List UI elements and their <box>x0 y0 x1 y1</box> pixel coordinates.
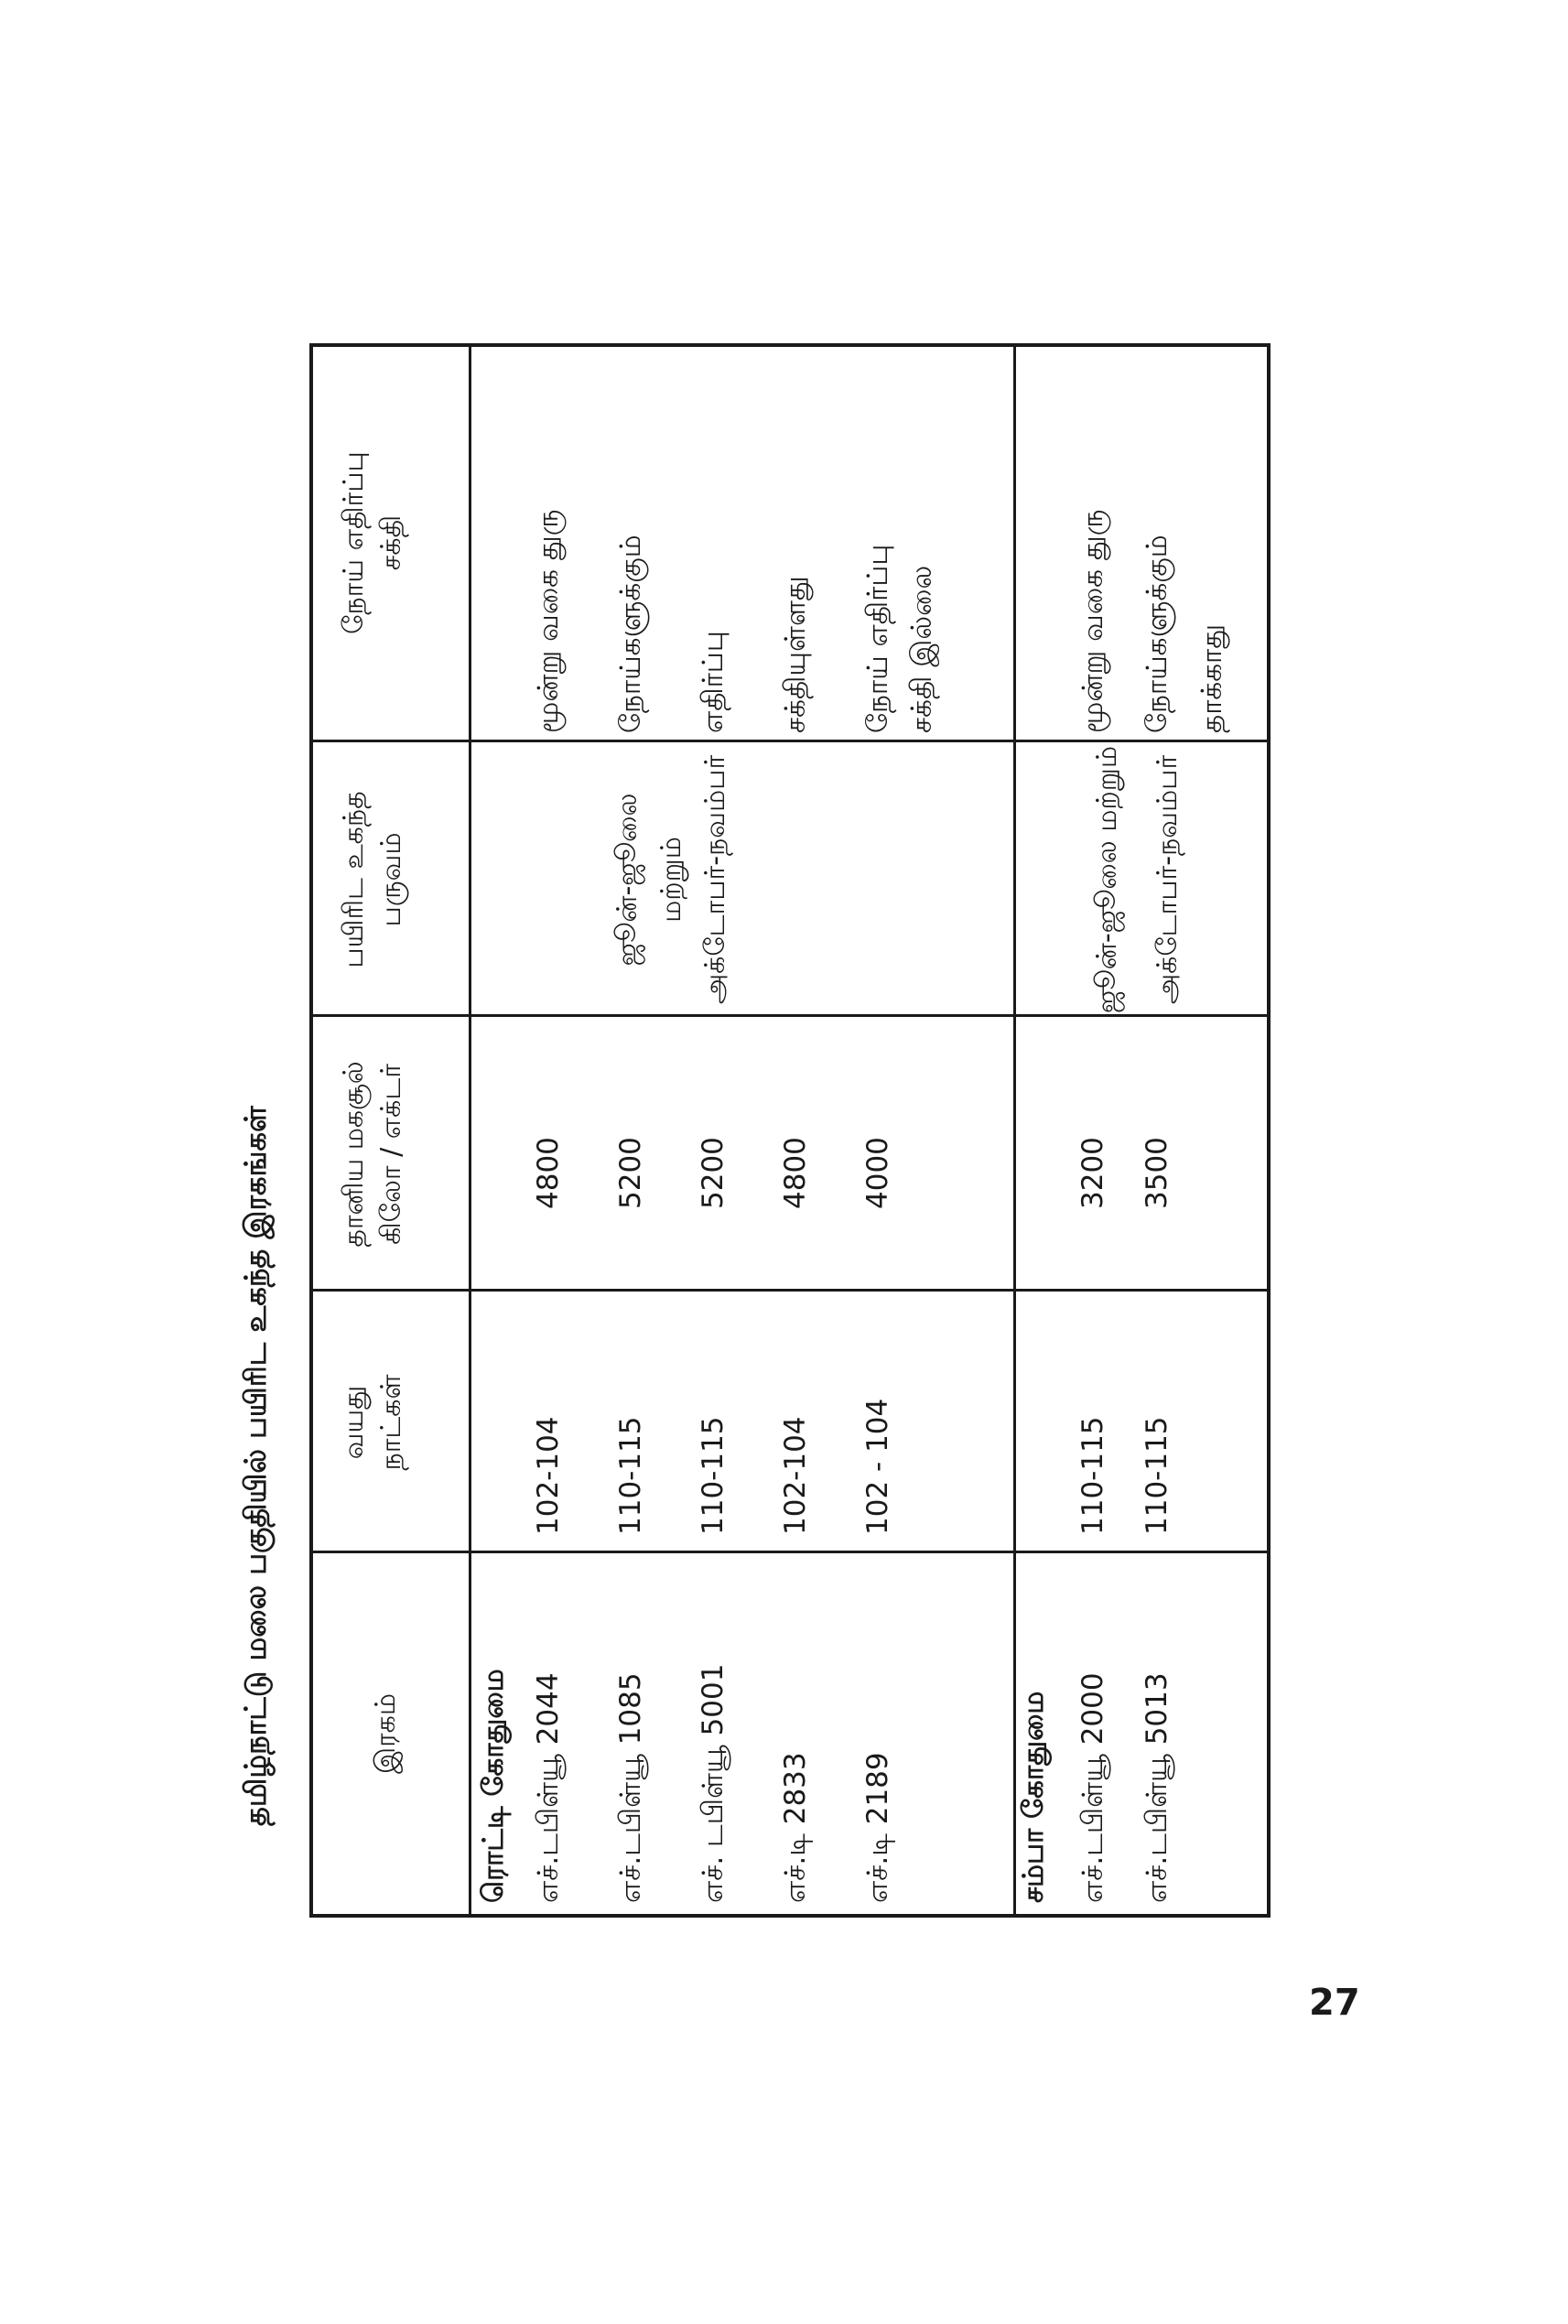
table-row-duration: 102 - 104 <box>861 1398 894 1535</box>
group1-resistance-line6: சக்தி இல்லை <box>905 565 938 733</box>
table-row-variety: எச்.டபிள்யூ 5013 <box>1141 1672 1173 1903</box>
table-row-variety: எச்.டபிள்யூ 2044 <box>532 1672 565 1903</box>
group2-resistance-line1: மூன்று வகை துரு <box>1076 509 1109 733</box>
header-resistance-line2: சக்தி <box>374 514 407 571</box>
table-row-yield: 4800 <box>532 1137 565 1209</box>
rotated-page <box>220 343 1228 1918</box>
group1-season-line1: ஜூன்-ஜூலை <box>611 793 643 967</box>
header-resistance-line1: நோய் எதிர்ப்பு <box>338 451 370 634</box>
table-row-yield: 4800 <box>779 1137 812 1209</box>
table-row-duration: 102-104 <box>532 1416 565 1535</box>
table-row-yield: 5200 <box>614 1137 647 1209</box>
group1-resistance-line2: நோய்களுக்கும் <box>614 535 647 733</box>
group1-resistance-line5: நோய் எதிர்ப்பு <box>861 544 894 733</box>
table-row-duration: 110-115 <box>614 1416 647 1535</box>
group2-name: சம்பா கோதுமை <box>1017 1691 1050 1903</box>
table-row-variety: எச்.டபிள்யூ 2000 <box>1076 1672 1109 1903</box>
group1-season <box>606 742 738 1017</box>
table-row-duration: 110-115 <box>697 1416 730 1535</box>
group1-resistance-line1: மூன்று வகை துரு <box>532 509 565 733</box>
table-row-duration: 102-104 <box>779 1416 812 1535</box>
group2-resistance-line3: தாக்காது <box>1195 623 1228 733</box>
header-season <box>336 742 410 1017</box>
header-variety: இரகம் <box>370 1693 402 1775</box>
group1-season-line2: மற்றும் <box>655 837 687 923</box>
table-row-yield: 4000 <box>861 1137 894 1209</box>
group2-resistance-line2: நோய்களுக்கும் <box>1141 535 1173 733</box>
header-resistance <box>336 343 410 742</box>
header-yield-line2: கிலோ / எக்டர் <box>374 1064 407 1245</box>
header-divider <box>469 347 471 1914</box>
page-number: 27 <box>1309 1982 1360 2024</box>
header-yield-line1: தானிய மகசூல் <box>338 1061 370 1248</box>
table-row-yield: 3200 <box>1076 1137 1109 1209</box>
group1-season-line3: அக்டோபர்-நவம்பர் <box>699 754 731 1005</box>
table-row-yield: 3500 <box>1141 1137 1173 1209</box>
table-row-variety: எச்.டி 2833 <box>779 1752 812 1903</box>
variety-table <box>309 343 1271 1918</box>
group2-season <box>1077 742 1198 1017</box>
group1-resistance-line3: எதிர்ப்பு <box>697 631 730 733</box>
group2-season-line2: அக்டோபர்-நவம்பர் <box>1152 754 1184 1005</box>
header-season-line1: பயிரிட உகந்த <box>338 791 370 968</box>
table-row-variety: எச்.டி 2189 <box>861 1752 894 1903</box>
header-season-line2: பருவம் <box>374 832 407 927</box>
group1-resistance-line4: சக்தியுள்ளது <box>779 576 812 733</box>
group2-season-line1: ஜூன்-ஜூலை மற்றும் <box>1091 745 1123 1014</box>
group-divider <box>1013 347 1016 1914</box>
group1-name: ரொட்டி கோதுமை <box>477 1669 510 1903</box>
table-row-duration: 110-115 <box>1141 1416 1173 1535</box>
header-duration-line1: வயது <box>338 1385 370 1460</box>
table-row-yield: 5200 <box>697 1137 730 1209</box>
table-row-variety: எச். டபிள்யூ 5001 <box>697 1663 730 1903</box>
table-title: தமிழ்நாட்டு மலை பகுதியில் பயிரிட உகந்த இரகங்கள் <box>238 1106 273 1826</box>
header-yield <box>336 1017 410 1292</box>
header-duration-line2: நாட்கள் <box>374 1374 407 1471</box>
table-row-variety: எச்.டபிள்யூ 1085 <box>614 1672 647 1903</box>
table-row-duration: 110-115 <box>1076 1416 1109 1535</box>
header-duration <box>336 1292 410 1553</box>
